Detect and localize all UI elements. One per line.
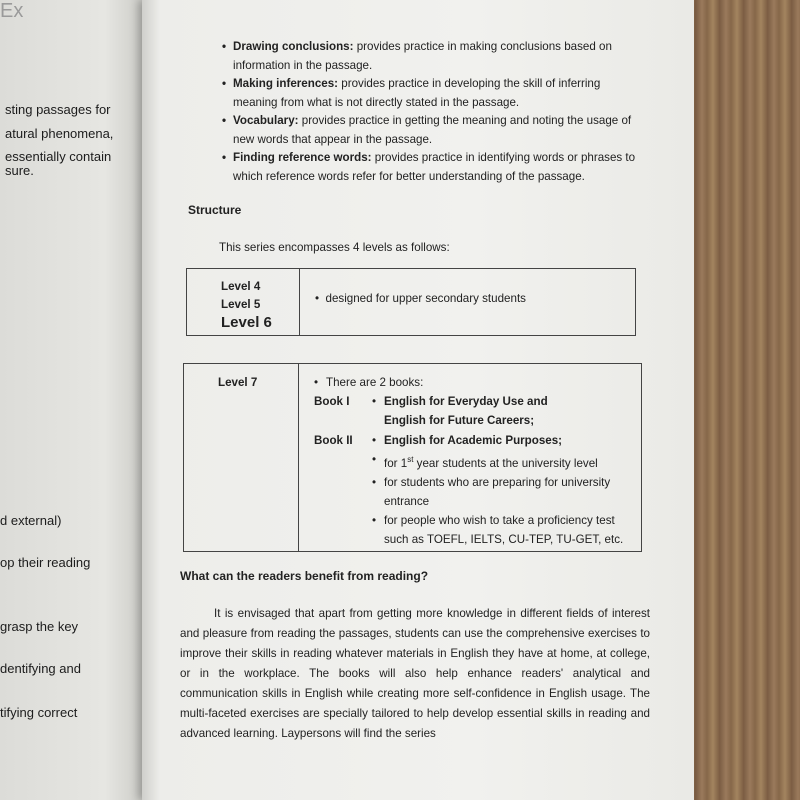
audience-text: such as TOEFL, IELTS, CU-TEP, TU-GET, etc. xyxy=(384,533,624,547)
bullet-term: Drawing conclusions: xyxy=(233,40,354,53)
level-description: designed for upper secondary students xyxy=(325,292,526,305)
bullet-glyph: • xyxy=(372,514,377,528)
book-label: Book I xyxy=(314,395,350,409)
audience-row xyxy=(314,511,640,530)
books-note-row xyxy=(314,373,640,392)
audience-text: for students who are preparing for university xyxy=(384,475,611,489)
left-page-line: tifying correct xyxy=(0,705,78,720)
levels-table-2 xyxy=(183,363,642,552)
audience-text: for 1st year students at the university level xyxy=(384,454,598,470)
level-cell xyxy=(187,269,300,336)
bullet-glyph: • xyxy=(315,292,320,305)
bullet-term: Making inferences: xyxy=(233,77,339,90)
benefit-heading: What can the readers benefit from reading? xyxy=(180,569,429,583)
bullet-item xyxy=(222,112,642,149)
bullet-glyph: • xyxy=(372,452,377,466)
benefit-paragraph xyxy=(180,604,650,744)
structure-heading: Structure xyxy=(188,203,242,217)
bullet-item xyxy=(222,149,642,186)
levels-table-1 xyxy=(186,268,636,336)
book-row xyxy=(314,392,640,411)
left-page-line: dentifying and xyxy=(0,661,81,676)
audience-text: for people who wish to take a proficiency test xyxy=(384,514,615,528)
book-row xyxy=(314,431,640,450)
page-corner-text: Ex xyxy=(0,0,24,22)
left-page-line: essentially contain xyxy=(5,149,112,164)
left-page-line: sting passages for xyxy=(5,102,111,117)
left-page xyxy=(0,0,150,800)
book-row xyxy=(314,411,640,430)
left-page-line: sure. xyxy=(5,163,34,178)
book-title: English for Academic Purposes; xyxy=(384,433,563,447)
left-page-line: grasp the key xyxy=(0,619,79,634)
bullet-glyph: • xyxy=(372,475,377,489)
right-page xyxy=(142,0,694,800)
level-label: Level 4 xyxy=(221,280,261,293)
audience-text: entrance xyxy=(384,495,430,509)
bullet-item xyxy=(222,38,642,75)
skills-bullet-list xyxy=(222,38,642,186)
audience-row xyxy=(314,492,640,511)
bullet-glyph: • xyxy=(372,395,377,409)
book-label: Book II xyxy=(314,433,353,447)
book-title: English for Everyday Use and xyxy=(384,395,548,409)
audience-row xyxy=(314,450,640,473)
left-page-line: atural phenomena, xyxy=(5,126,114,141)
bullet-term: Vocabulary: xyxy=(233,114,299,127)
description-cell xyxy=(299,364,642,552)
bullet-glyph: • xyxy=(314,376,319,389)
books-note: There are 2 books: xyxy=(326,376,424,389)
bullet-text: provides practice in developing the skill of inferring meaning from what is not directly stated in the passage. xyxy=(233,77,601,109)
level-label: Level 7 xyxy=(218,376,258,389)
level-label: Level 5 xyxy=(221,298,261,311)
bullet-glyph: • xyxy=(372,433,377,447)
bullet-text: provides practice in identifying words or phrases to which reference words refer for better understanding of the passage. xyxy=(233,151,636,183)
left-page-line: d external) xyxy=(0,513,62,528)
description-cell xyxy=(300,269,636,336)
level-cell xyxy=(184,364,299,552)
bullet-term: Finding reference words: xyxy=(233,151,372,164)
bullet-item xyxy=(222,75,642,112)
bullet-text: provides practice in getting the meaning and noting the usage of new words that appear in the passage. xyxy=(233,114,632,146)
book-title: English for Future Careers; xyxy=(384,414,535,428)
audience-row xyxy=(314,530,640,549)
paragraph-text: It is envisaged that apart from getting more knowledge in different fields of interest and pleasure from reading the passages, students can use the comprehensive exercises to improve their skills in reading whatever materials in English they have at home, at college, or in the workplace. The books will also help enhance readers' analytical and communication skills in English while creating more self-confidence in English usage. The multi-faceted exercises are specially tailored to help develop essential skills in reading and advanced learning. Laypersons will find the series xyxy=(180,607,650,740)
audience-row xyxy=(314,473,640,492)
left-page-line: op their reading xyxy=(0,555,91,570)
structure-intro: This series encompasses 4 levels as follows: xyxy=(219,241,450,254)
bullet-text: provides practice in making conclusions based on information in the passage. xyxy=(233,40,612,72)
level-label: Level 6 xyxy=(221,314,272,331)
